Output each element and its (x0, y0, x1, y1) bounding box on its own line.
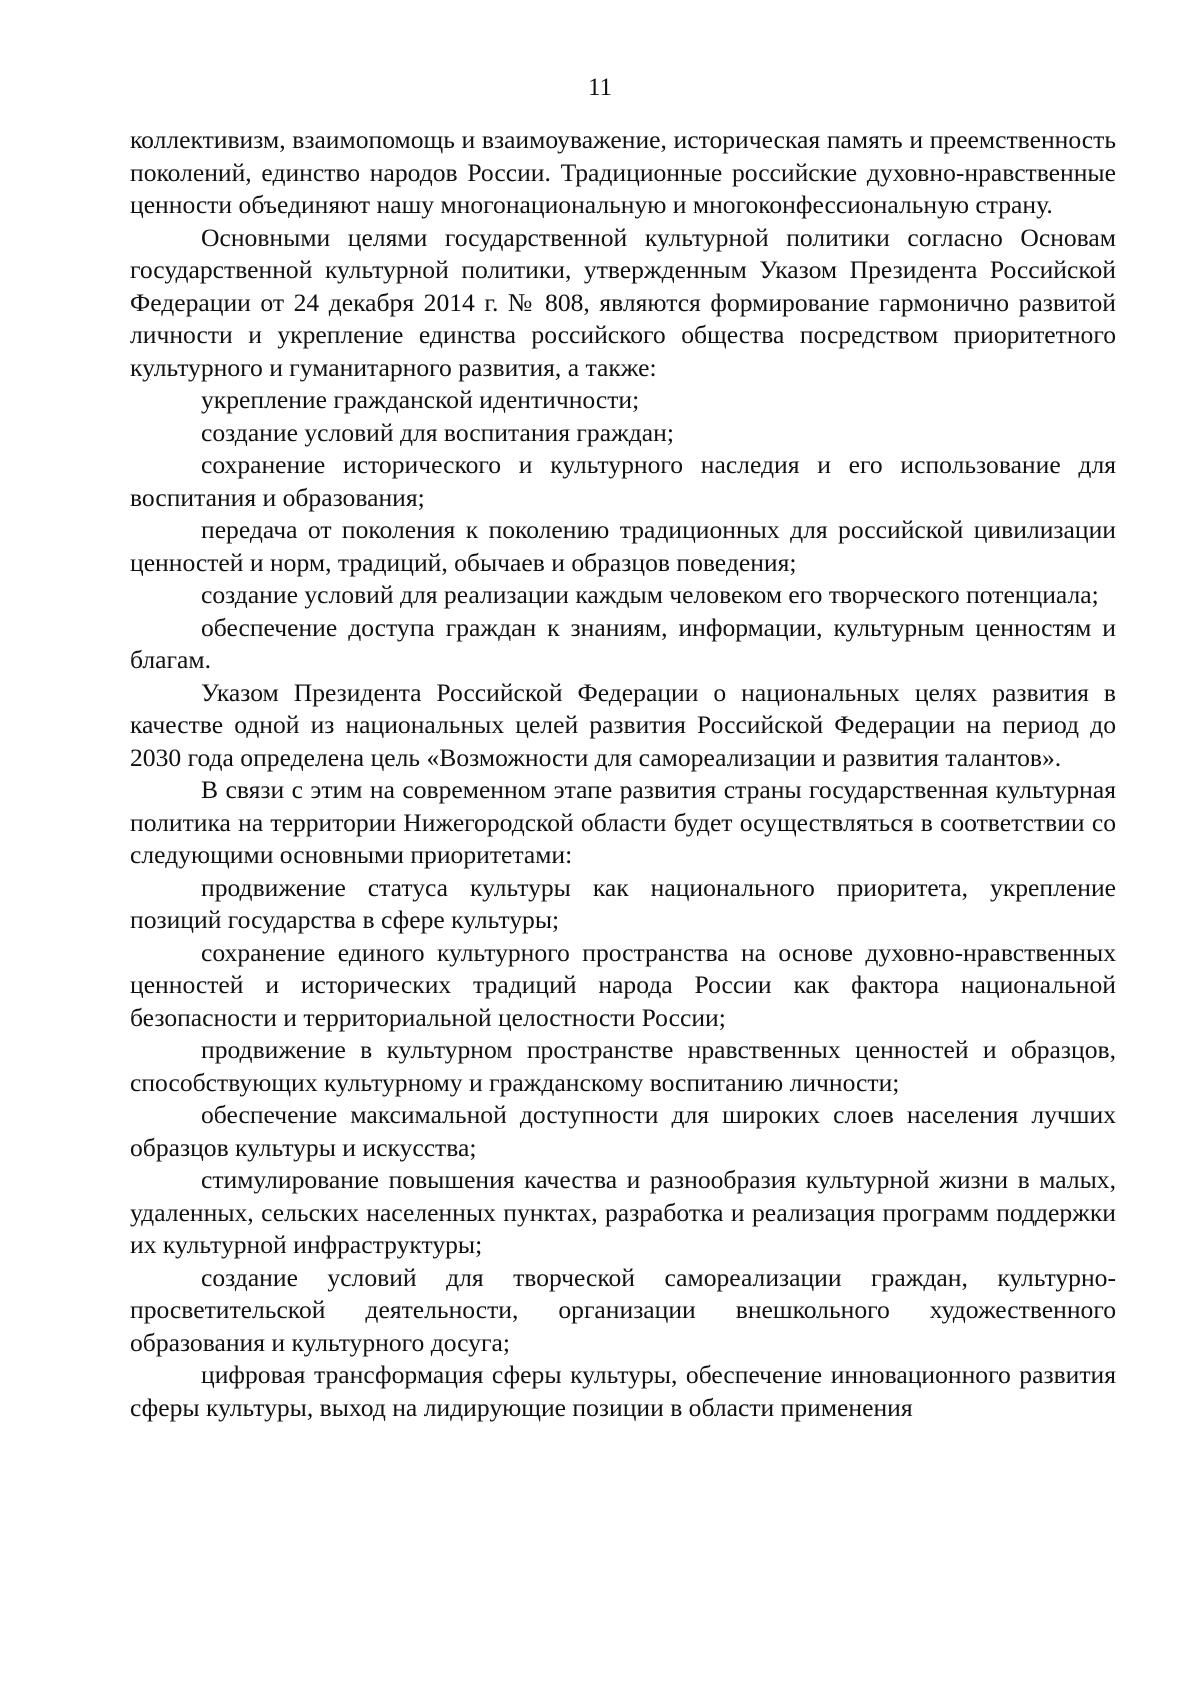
paragraph: Основными целями государственной культурной политики согласно Основам государственной культурной политики, утвержденным Указом Президента Российской Федерации от 24 декабря 2014 г. № 808, являются формирование гармонично развитой личности и укрепление единства российского общества посредством приоритетного культурного и гуманитарного развития, а также: (130, 222, 1116, 382)
body-text (130, 124, 1116, 1424)
paragraph: Указом Президента Российской Федерации о национальных целях развития в качестве одной из национальных целей развития Российской Федерации на период до 2030 года определена цель «Возможности для самореализации и развития талантов». (130, 677, 1116, 772)
list-item: продвижение в культурном пространстве нравственных ценностей и образцов, способствующих культурному и гражданскому воспитанию личности; (130, 1035, 1116, 1097)
paragraph: коллективизм, взаимопомощь и взаимоуважение, историческая память и преемственность поколений, единство народов России. Традиционные российские духовно-нравственные ценности объединяют нашу многонациональную и многоконфессиональную страну. (130, 125, 1116, 219)
list-item: передача от поколения к поколению традиционных для российской цивилизации ценностей и норм, традиций, обычаев и образцов поведения; (130, 515, 1116, 577)
list-item: сохранение единого культурного пространства на основе духовно-нравственных ценностей и исторических традиций народа России как фактора национальной безопасности и территориальной целостности России; (130, 937, 1116, 1032)
list-item: обеспечение доступа граждан к знаниям, информации, культурным ценностям и благам. (130, 612, 1116, 674)
list-item: создание условий для творческой самореализации граждан, культурно-просветительской деятельности, организации внешкольного художественного образования и культурного досуга; (130, 1262, 1116, 1357)
list-item: стимулирование повышения качества и разнообразия культурной жизни в малых, удаленных, сельских населенных пунктах, разработка и реализация программ поддержки их культурной инфраструктуры; (130, 1165, 1116, 1259)
list-item: продвижение статуса культуры как национального приоритета, укрепление позиций государства в сфере культуры; (130, 872, 1116, 934)
list-item: обеспечение максимальной доступности для широких слоев населения лучших образцов культуры и искусства; (130, 1100, 1116, 1162)
page-number: 11 (587, 74, 613, 101)
paragraph: В связи с этим на современном этапе развития страны государственная культурная политика на территории Нижегородской области будет осуществляться в соответствии со следующими основными приоритетами: (130, 775, 1116, 869)
list-item: цифровая трансформация сферы культуры, обеспечение инновационного развития сферы культуры, выход на лидирующие позиции в области применения (130, 1360, 1116, 1422)
list-item: сохранение исторического и культурного наследия и его использование для воспитания и образования; (130, 450, 1116, 512)
list-item: создание условий для воспитания граждан; (201, 417, 674, 447)
list-item: укрепление гражданской идентичности; (201, 385, 640, 414)
list-item: создание условий для реализации каждым человеком его творческого потенциала; (201, 580, 1099, 609)
